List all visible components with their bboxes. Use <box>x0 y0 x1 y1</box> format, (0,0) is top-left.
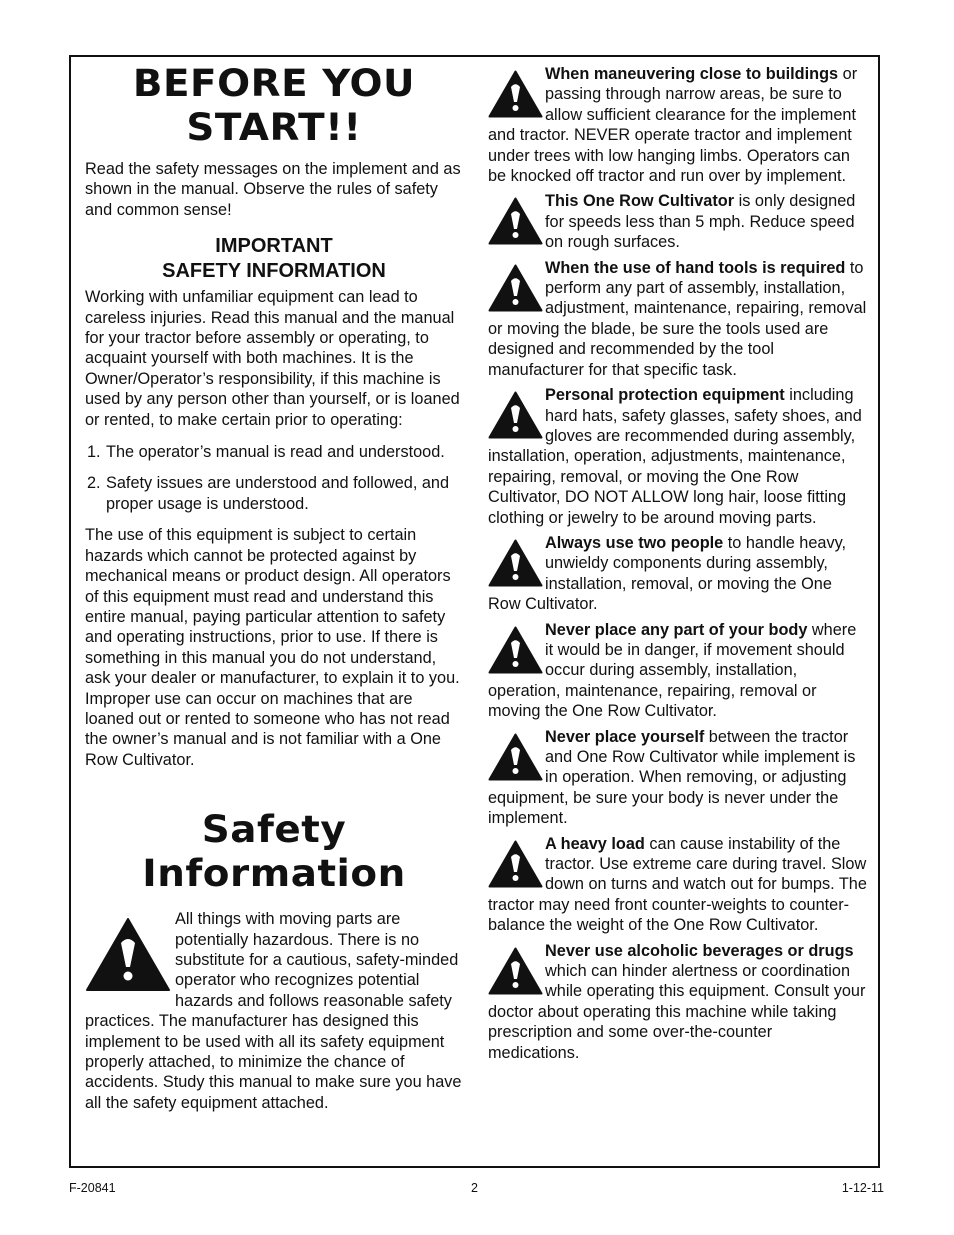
warning-triangle-icon <box>488 539 543 587</box>
safety-entry <box>488 191 868 252</box>
entry-text: which can hinder alertness or coordination while operating this equipment. Consult your doctor about operating this machine while taking prescription and some over-the-counter medications. <box>488 962 866 1062</box>
safety-entry <box>488 941 868 1063</box>
warning-triangle-icon <box>488 733 543 781</box>
warning-triangle-icon <box>488 197 543 245</box>
warning-triangle-svg <box>488 626 543 674</box>
entry-text: to perform any part of assembly, installation, adjustment, maintenance, repairing, removal or moving the blade, be sure the tools used are designed and recommended by the tool manufacturer for that specific task. <box>488 258 867 379</box>
safety-entry <box>488 620 868 722</box>
warning-triangle-svg <box>488 947 543 995</box>
title2-line-2: Information <box>142 852 406 896</box>
list-number: 2. <box>87 474 101 493</box>
hazards-paragraph: The use of this equipment is subject to certain hazards which cannot be protected against by mechanical means or product design. All operators of this equipment must read and understand this entire manual, paying particular attention to safety and operating instructions, prior to use. If there is something in this manual you do not understand, ask your dealer or manufacturer, to explain it to you. Improper use can occur on machines that are loaned out or rented to someone who has not read the owner’s manual and is not familiar with a One Row Cultivator. <box>85 526 460 769</box>
warning-triangle-svg <box>488 733 543 781</box>
warning-triangle-icon <box>488 626 543 674</box>
warning-triangle-svg <box>85 917 171 992</box>
entry-lead: When maneuvering close to buildings <box>545 65 839 83</box>
entry-lead: Never place any part of your body <box>545 620 808 639</box>
warning-text: All things with moving parts are potentially hazardous. There is no substitute for a cautious, safety-minded operator who recognizes potential hazards and follows reasonable safety practices. The manufacturer has designed this implement to be used with all its safety equipment properly attached, to minimize the chance of accidents. Study this manual to make sure you have all the safety equipment attached. <box>85 910 462 1112</box>
warning-triangle-svg <box>488 197 543 245</box>
entry-text: can cause instability of the tractor. Use extreme care during travel. Slow down on turns and watch out for bumps. The tractor may need front counter-weights to counter-balance the weight of the One Row Cultivator. <box>488 834 867 935</box>
revision-date: 1-12-11 <box>841 1181 884 1195</box>
title-line-2: START!! <box>186 106 362 149</box>
doc-number: F-20841 <box>69 1181 116 1195</box>
safety-entries <box>488 64 868 1063</box>
entry-lead: A heavy load <box>545 834 645 853</box>
entry-lead: Never use alcoholic beverages or drugs <box>545 941 854 960</box>
entry-lead: Personal protection equipment <box>545 386 785 405</box>
warning-triangle-icon <box>488 947 543 995</box>
warning-triangle-svg <box>488 70 543 118</box>
warning-triangle-svg <box>488 264 543 312</box>
entry-text: where it would be in danger, if movement should occur during assembly, installation, operation, maintenance, repairing, removal or moving the One Row Cultivator. <box>488 620 857 721</box>
unfamiliar-equipment-paragraph: Working with unfamiliar equipment can lead to careless injuries. Read this manual and the manual for your tractor before assembly or operating, to acquaint yourself with both machines. It is the Owner/Operator’s responsibility, if this machine is used by any person other than yourself, or is loaned or rented, to make certain prior to operating: <box>85 288 460 429</box>
safety-entry <box>488 727 868 829</box>
safety-entry <box>488 258 868 380</box>
entry-lead: When the use of hand tools is required <box>545 258 846 277</box>
moving-parts-warning <box>85 909 463 1113</box>
safety-entry <box>488 533 868 615</box>
entry-text: including hard hats, safety glasses, safety shoes, and gloves are recommended during assembly, installation, operation, adjustments, maintenance, repairing, removal, or moving the One Row Cultivator, DO NOT ALLOW long hair, loose fitting clothing or jewelry to be around moving parts. <box>488 386 862 527</box>
list-text: The operator’s manual is read and understood. <box>106 443 445 462</box>
important-safety-heading <box>85 234 463 284</box>
subhead-line-1: IMPORTANT <box>215 235 333 258</box>
safety-entry <box>488 64 868 186</box>
warning-triangle-icon <box>488 70 543 118</box>
subhead-line-2: SAFETY INFORMATION <box>162 260 386 283</box>
warning-triangle-svg <box>488 840 543 888</box>
right-column <box>488 64 868 1068</box>
entry-text: to handle heavy, unwieldy components during assembly, installation, removal, or moving the One Row Cultivator. <box>488 533 847 614</box>
entry-text: is only designed for speeds less than 5 mph. Reduce speed on rough surfaces. <box>545 192 856 252</box>
list-item <box>85 473 463 514</box>
list-item <box>85 442 463 462</box>
list-number: 1. <box>87 443 101 462</box>
warning-triangle-icon <box>488 391 543 439</box>
safety-entry <box>488 385 868 528</box>
entry-text: or passing through narrow areas, be sure to allow sufficient clearance for the implement and tractor. NEVER operate tractor and implement under trees with low hanging limbs. Operators can be knocked off tractor and run over by implement. <box>488 65 858 186</box>
warning-triangle-icon <box>488 264 543 312</box>
warning-triangle-svg <box>488 539 543 587</box>
list-text: Safety issues are understood and followed, and proper usage is understood. <box>106 474 450 513</box>
left-column <box>85 62 463 1113</box>
warning-triangle-icon <box>488 840 543 888</box>
prerequisite-list <box>85 442 463 514</box>
entry-lead: This One Row Cultivator <box>545 192 735 211</box>
entry-lead: Always use two people <box>545 533 724 552</box>
page-number: 2 <box>471 1181 478 1195</box>
before-you-start-title <box>76 62 473 150</box>
warning-triangle-icon <box>85 917 171 992</box>
entry-text: between the tractor and One Row Cultivator while implement is in operation. When removing, or adjusting equipment, be sure your body is never under the implement. <box>488 727 856 828</box>
intro-paragraph: Read the safety messages on the implement and as shown in the manual. Observe the rules of safety and common sense! <box>85 160 461 219</box>
safety-information-title <box>76 808 473 896</box>
entry-lead: Never place yourself <box>545 727 705 746</box>
warning-triangle-svg <box>488 391 543 439</box>
safety-entry <box>488 834 868 936</box>
title-line-1: BEFORE YOU <box>132 62 416 105</box>
title2-line-1: Safety <box>201 808 347 852</box>
